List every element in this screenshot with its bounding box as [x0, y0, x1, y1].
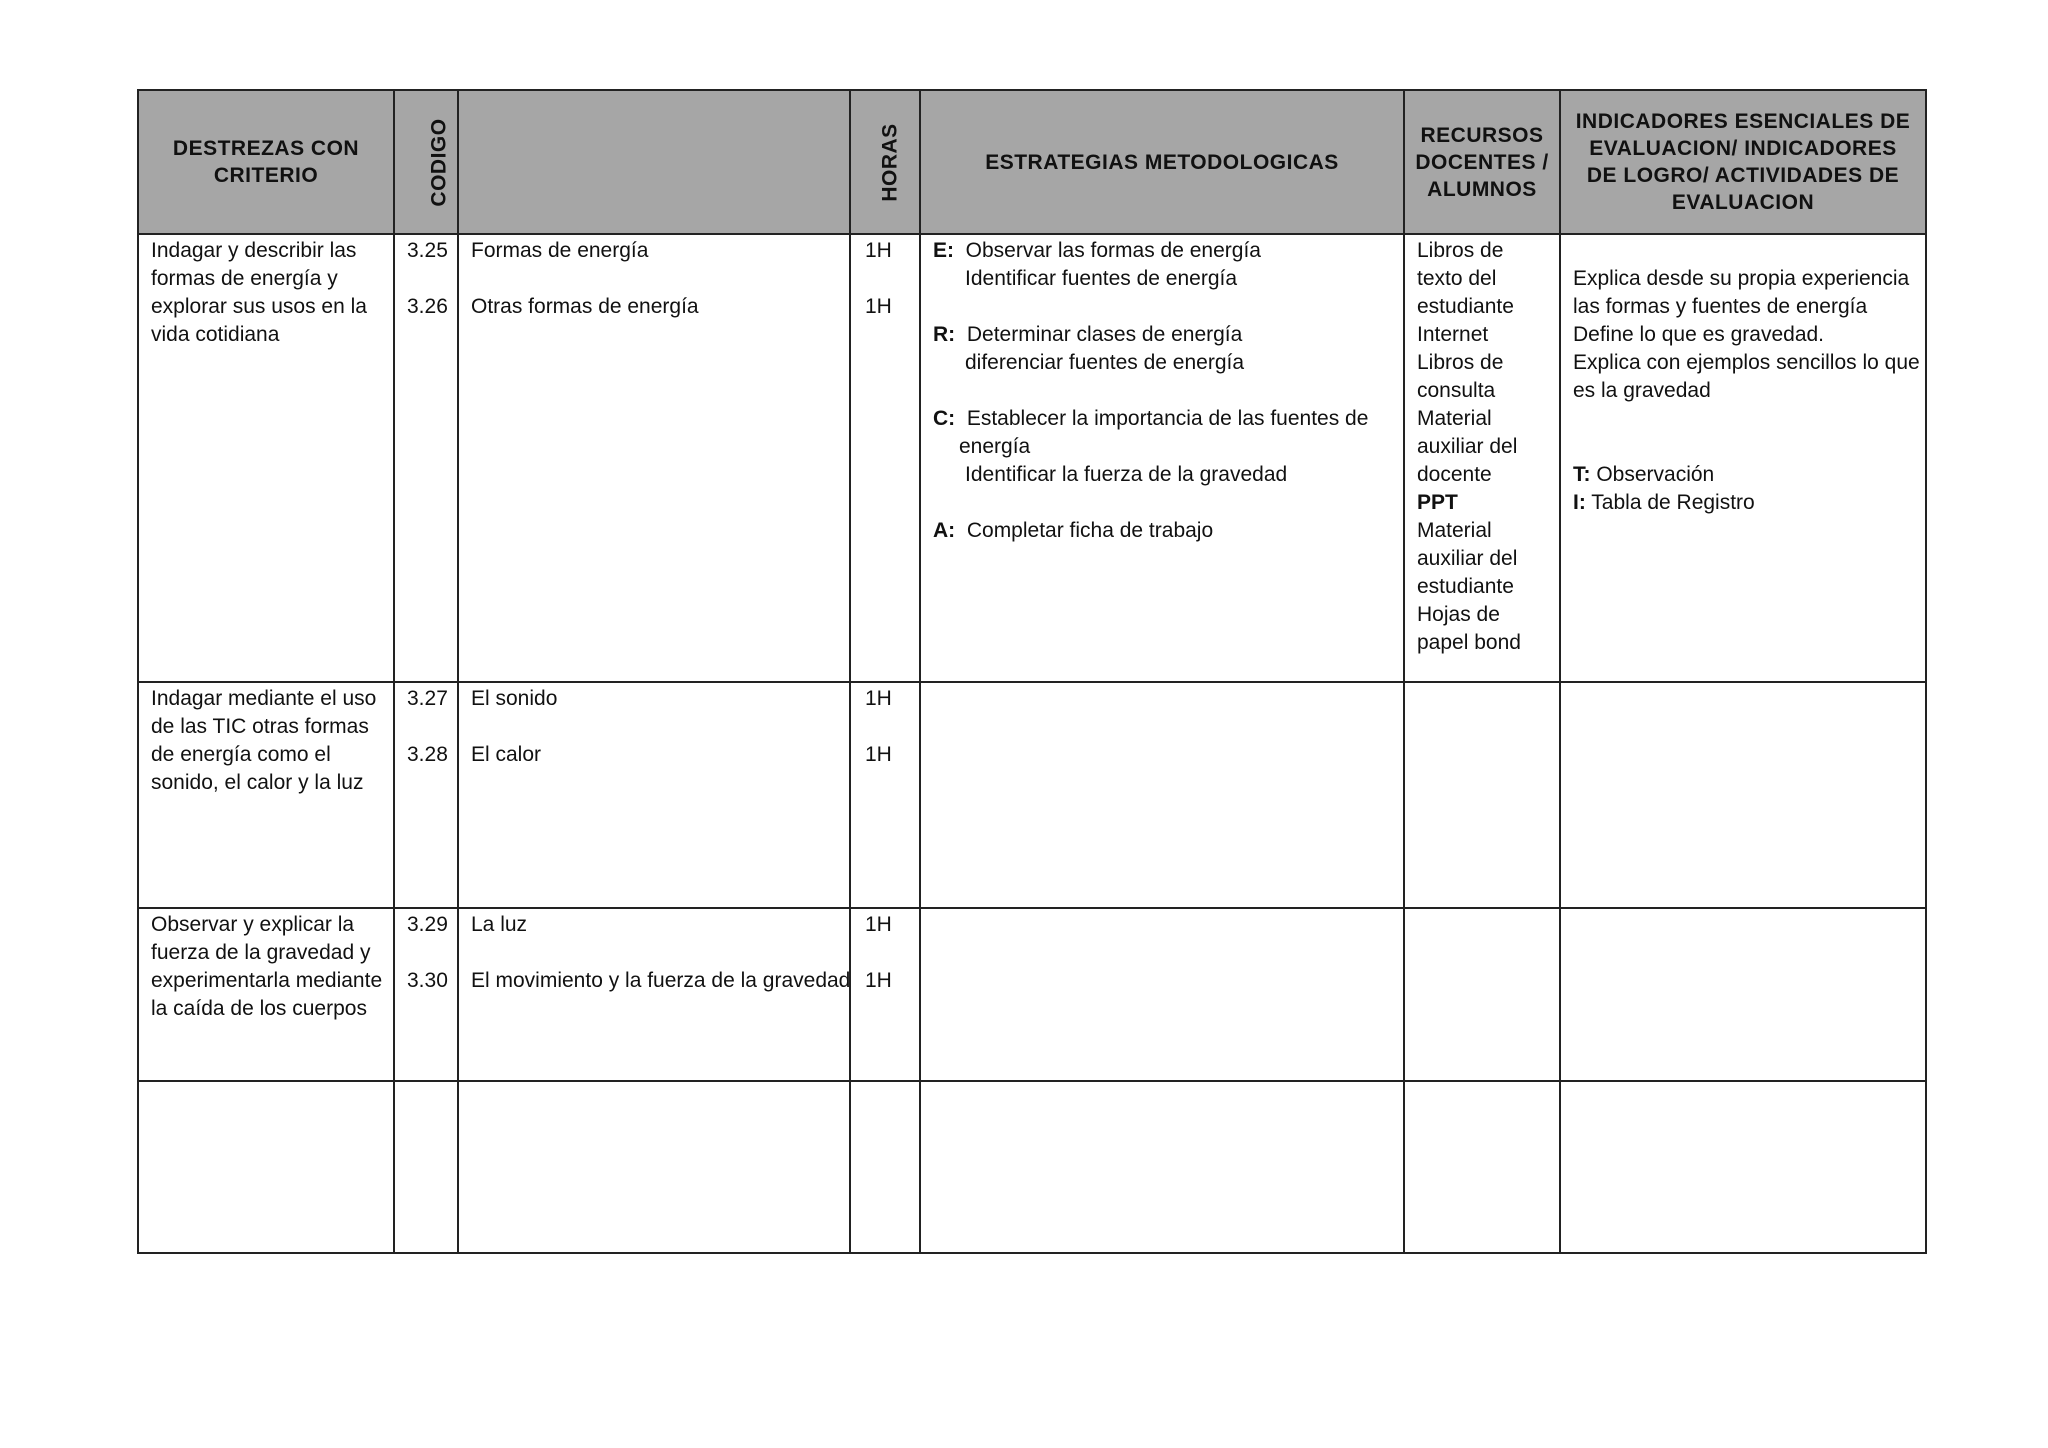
header-indicadores-label: INDICADORES ESENCIALES DE EVALUACION/ INDICADORES DE LOGRO/ ACTIVIDADES DE EVALUACION — [1575, 110, 1911, 214]
strategies-cell — [920, 908, 1404, 1081]
header-codigo — [394, 90, 458, 234]
strategy-text: Establecer la importancia de las fuentes de — [966, 407, 1369, 430]
resource-line: consulta — [1417, 379, 1496, 402]
strategy-text: Completar ficha de trabajo — [966, 519, 1214, 542]
strategy-text: Identificar la fuerza de la gravedad — [965, 463, 1288, 486]
strategy-label-e: E: — [933, 239, 954, 262]
resource-line: auxiliar del — [1417, 547, 1518, 570]
topic-cell — [458, 682, 850, 908]
table-row-empty — [138, 1081, 1926, 1253]
topic-cell — [458, 234, 850, 682]
strategies-cell — [920, 1081, 1404, 1253]
topic-value: El movimiento y la fuerza de la gravedad — [471, 969, 851, 992]
hours-value: 1H — [865, 969, 892, 992]
topic-value: El sonido — [471, 687, 558, 710]
strategy-text: Observar las formas de energía — [965, 239, 1261, 262]
resource-line: Material — [1417, 519, 1492, 542]
code-value: 3.28 — [407, 743, 448, 766]
strategy-text: Determinar clases de energía — [966, 323, 1243, 346]
code-cell — [394, 908, 458, 1081]
indicator-line: las formas y fuentes de energía — [1573, 295, 1868, 318]
topic-cell — [458, 1081, 850, 1253]
resource-line: Material — [1417, 407, 1492, 430]
code-value: 3.27 — [407, 687, 448, 710]
code-value: 3.29 — [407, 913, 448, 936]
header-codigo-label: CODIGO — [427, 117, 451, 207]
topic-value: Formas de energía — [471, 239, 649, 262]
strategy-text: energía — [959, 435, 1031, 458]
resource-line: texto del — [1417, 267, 1497, 290]
destreza-text: Observar y explicar la fuerza de la gravedad y experimentarla mediante la caída de los cuerpos — [151, 913, 383, 1020]
indicators-cell — [1560, 682, 1926, 908]
code-value: 3.26 — [407, 295, 448, 318]
indicator-line: Explica desde su propia experiencia — [1573, 267, 1910, 290]
header-estrategias — [920, 90, 1404, 234]
strategy-text: diferenciar fuentes de energía — [965, 351, 1245, 374]
destreza-cell — [138, 908, 394, 1081]
hours-cell — [850, 1081, 920, 1253]
header-topic — [458, 90, 850, 234]
hours-value: 1H — [865, 913, 892, 936]
table-row — [138, 682, 1926, 908]
resource-line: auxiliar del — [1417, 435, 1518, 458]
table-row — [138, 908, 1926, 1081]
header-recursos-label: RECURSOS DOCENTES / ALUMNOS — [1415, 123, 1549, 201]
destreza-cell — [138, 234, 394, 682]
resource-line: Internet — [1417, 323, 1489, 346]
resource-line: estudiante — [1417, 295, 1514, 318]
indicators-cell — [1560, 908, 1926, 1081]
planning-table — [137, 89, 1927, 1254]
topic-cell — [458, 908, 850, 1081]
destreza-cell — [138, 682, 394, 908]
indicators-cell — [1560, 234, 1926, 682]
strategies-cell — [920, 682, 1404, 908]
resources-cell — [1404, 908, 1560, 1081]
resource-line: Hojas de — [1417, 603, 1500, 626]
indicator-label-i: I: — [1573, 491, 1586, 514]
hours-cell — [850, 682, 920, 908]
hours-value: 1H — [865, 743, 892, 766]
topic-value: La luz — [471, 913, 528, 936]
code-cell — [394, 682, 458, 908]
code-cell — [394, 234, 458, 682]
topic-value: Otras formas de energía — [471, 295, 699, 318]
resources-cell — [1404, 234, 1560, 682]
resource-line: papel bond — [1417, 631, 1521, 654]
resource-line: docente — [1417, 463, 1492, 486]
indicators-cell — [1560, 1081, 1926, 1253]
hours-cell — [850, 908, 920, 1081]
hours-cell — [850, 234, 920, 682]
hours-value: 1H — [865, 239, 892, 262]
resource-line: Libros de — [1417, 239, 1504, 262]
indicator-line: Define lo que es gravedad. — [1573, 323, 1825, 346]
indicator-label-t: T: — [1573, 463, 1591, 486]
header-horas-label: HORAS — [878, 122, 902, 202]
code-value: 3.30 — [407, 969, 448, 992]
strategy-label-c: C: — [933, 407, 956, 430]
table-row — [138, 234, 1926, 682]
header-destrezas — [138, 90, 394, 234]
strategy-label-r: R: — [933, 323, 956, 346]
strategies-cell — [920, 234, 1404, 682]
indicator-text: Observación — [1596, 463, 1715, 486]
header-indicadores — [1560, 90, 1926, 234]
strategy-label-a: A: — [933, 519, 956, 542]
header-row — [138, 90, 1926, 234]
topic-value: El calor — [471, 743, 542, 766]
resources-cell — [1404, 682, 1560, 908]
resource-line: Libros de — [1417, 351, 1504, 374]
strategy-text: Identificar fuentes de energía — [965, 267, 1238, 290]
destreza-cell — [138, 1081, 394, 1253]
destreza-text: Indagar mediante el uso de las TIC otras formas de energía como el sonido, el calor y la luz — [151, 687, 377, 794]
indicator-text: Tabla de Registro — [1591, 491, 1755, 514]
hours-value: 1H — [865, 687, 892, 710]
header-horas — [850, 90, 920, 234]
indicator-line: es la gravedad — [1573, 379, 1711, 402]
header-estrategias-label: ESTRATEGIAS METODOLOGICAS — [985, 150, 1339, 174]
destreza-text: Indagar y describir las formas de energía y explorar sus usos en la vida cotidiana — [151, 239, 367, 346]
resource-line: PPT — [1417, 491, 1458, 514]
header-destrezas-label: DESTREZAS CON CRITERIO — [172, 137, 360, 187]
header-recursos — [1404, 90, 1560, 234]
hours-value: 1H — [865, 295, 892, 318]
code-value: 3.25 — [407, 239, 448, 262]
resources-cell — [1404, 1081, 1560, 1253]
indicator-line: Explica con ejemplos sencillos lo que — [1573, 351, 1920, 374]
code-cell — [394, 1081, 458, 1253]
resource-line: estudiante — [1417, 575, 1514, 598]
